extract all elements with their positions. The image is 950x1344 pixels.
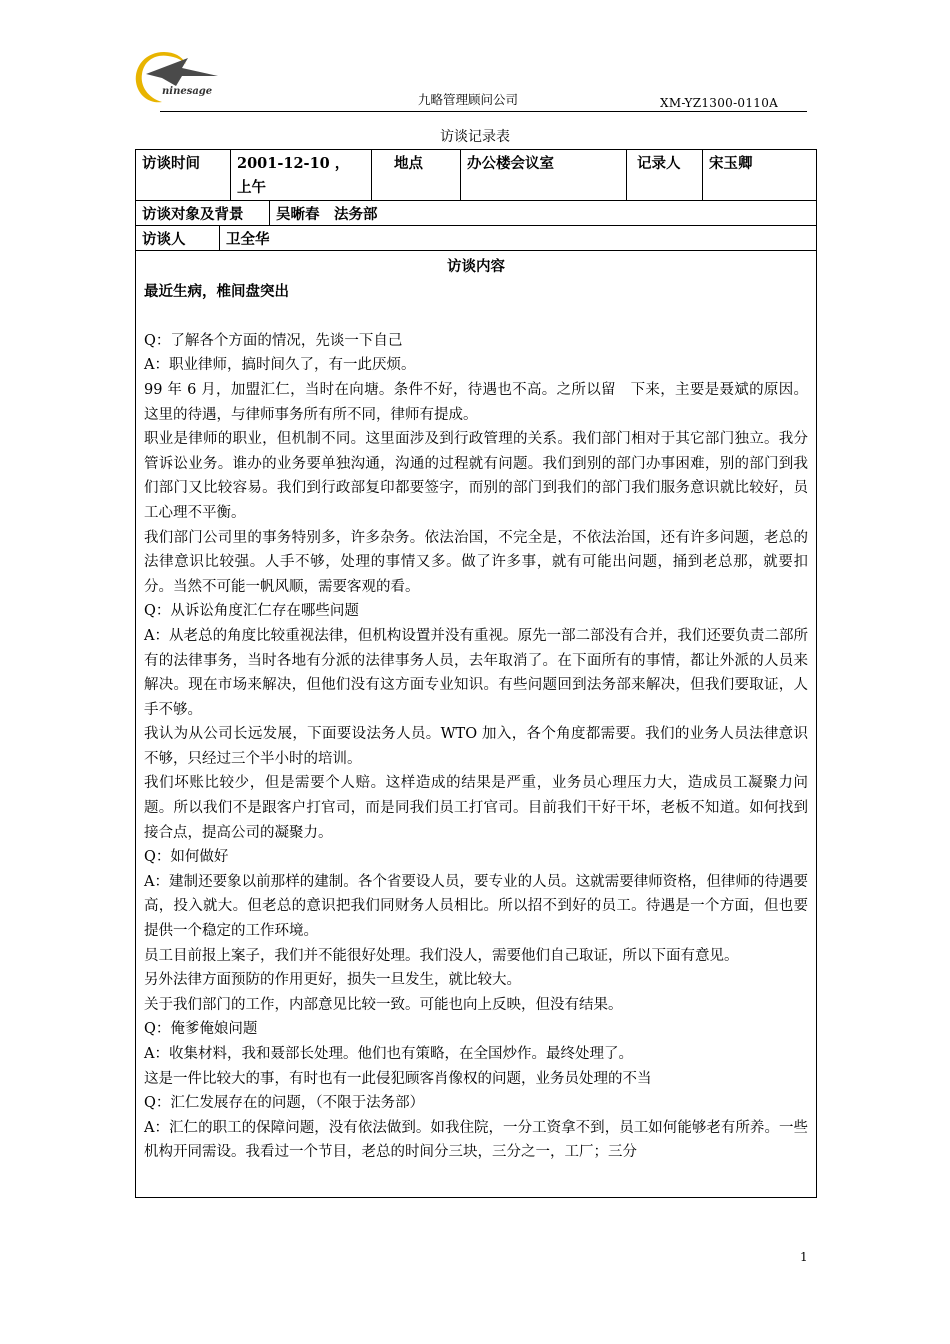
content-paragraph: 关于我们部门的工作，内部意见比较一致。可能也向上反映，但没有结果。 xyxy=(144,996,623,1013)
content-paragraph: 员工目前报上案子，我们并不能很好处理。我们没人，需要他们自己取证，所以下面有意见。 xyxy=(144,947,739,964)
document-number: XM-YZ1300-0110A xyxy=(660,96,779,110)
content-paragraph: 我认为从公司长远发展，下面要设法务人员。WTO 加入，各个角度都需要。我们的业务人员法律意识不够，只经过三个半小时的培训。 xyxy=(144,726,808,767)
logo-text: ninesage xyxy=(162,86,213,97)
content-paragraph: 另外法律方面预防的作用更好，损失一旦发生，就比较大。 xyxy=(144,972,521,989)
time-label: 访谈时间 xyxy=(136,150,231,200)
place-label: 地点 xyxy=(372,150,461,200)
content-heading: 访谈内容 xyxy=(447,258,505,275)
interviewer-value: 卫全华 xyxy=(226,231,270,248)
interviewer-label: 访谈人 xyxy=(136,226,220,250)
content-paragraph: 我们坏账比较少，但是需要个人赔。这样造成的结果是严重，业务员心理压力大，造成员工凝聚力问题。所以我们不是跟客户打官司，而是同我们员工打官司。目前我们干好干坏，老板不知道。如何找到接合点，提高公司的凝聚力。 xyxy=(144,775,808,841)
content-paragraph: Q：了解各个方面的情况，先谈一下自己 xyxy=(144,332,403,349)
content-paragraph: A：建制还要象以前那样的建制。各个省要设人员，要专业的人员。这就需要律师资格，但律师的待遇要高，投入就大。但老总的意识把我们同财务人员相比。所以招不到好的员工。待遇是一个方面，但也要提供一个稳定的工作环境。 xyxy=(144,873,808,940)
content-paragraph: Q：俺爹俺娘问题 xyxy=(144,1021,258,1038)
table-row-time xyxy=(136,150,816,201)
logo-plane-icon xyxy=(146,58,218,86)
content-paragraph: A：从老总的角度比较重视法律，但机构设置并没有重视。原先一部二部没有合并，我们还要负责二部所有的法律事务，当时各地有分派的法律事务人员，去年取消了。在下面所有的事情，都让外派的人员来解决。现在市场来解决，但他们没有这方面专业知识。有些问题回到法务部来解决，但我们要取证，人手不够。 xyxy=(144,627,808,718)
page-title: 访谈记录表 xyxy=(440,129,510,145)
interview-table xyxy=(135,149,817,1198)
header-rule xyxy=(160,111,807,112)
content-paragraph: Q：汇仁发展存在的问题，（不限于法务部） xyxy=(144,1095,425,1112)
content-paragraphs xyxy=(144,329,808,1165)
content-paragraph: Q：如何做好 xyxy=(144,849,229,866)
content-paragraph: 职业是律师的职业，但机制不同。这里面涉及到行政管理的关系。我们部门相对于其它部门独立。我分管诉讼业务。谁办的业务要单独沟通，沟通的过程就有问题。我们到别的部门办事困难，别的部门到我们部门又比较容易。我们到行政部复印都要签字，而别的部门到我们的部门我们服务意识就比较好，员工心理不平衡。 xyxy=(144,431,808,521)
content-paragraph: 这是一件比较大的事，有时也有一此侵犯顾客肖像权的问题，业务员处理的不当 xyxy=(144,1070,652,1087)
content-paragraph: A：收集材料，我和聂部长处理。他们也有策略，在全国炒作。最终处理了。 xyxy=(144,1046,633,1062)
subject-label: 访谈对象及背景 xyxy=(136,201,270,225)
blank-line xyxy=(144,304,808,329)
content-paragraph: A：汇仁的职工的保障问题，没有依法做到。如我住院，一分工资拿不到，员工如何能够老有所养。一些机构开同需设。我看过一个节目，老总的时间分三块，三分之一，工厂；三分 xyxy=(144,1119,808,1161)
recorder-label: 记录人 xyxy=(627,150,703,200)
place-value: 办公楼会议室 xyxy=(461,150,627,200)
content-paragraph: Q：从诉讼角度汇仁存在哪些问题 xyxy=(144,603,359,620)
company-logo xyxy=(132,40,242,110)
time-value: 2001-12-10 ， 上午 xyxy=(231,150,372,200)
company-name: 九略管理顾问公司 xyxy=(418,92,519,107)
table-row-subject xyxy=(136,201,816,226)
interview-content xyxy=(136,251,816,1165)
content-paragraph: 我们部门公司里的事务特别多，许多杂务。依法治国，不完全是，不依法治国，还有许多问题，老总的法律意识比较强。人手不够，处理的事情又多。做了许多事，就有可能出问题，捅到老总那，就要扣分。当然不可能一帆风顺，需要客观的看。 xyxy=(144,529,808,595)
subject-value: 吴晰春 法务部 xyxy=(276,206,378,223)
content-paragraph: 99 年 6 月，加盟汇仁，当时在向塘。条件不好，待遇也不高。之所以留 下来，主要是聂斌的原因。这里的待遇，与律师事务所有所不同，律师有提成。 xyxy=(144,381,808,423)
content-note: 最近生病，椎间盘突出 xyxy=(144,282,289,300)
table-row-interviewer xyxy=(136,226,816,251)
page-number: 1 xyxy=(800,1250,808,1264)
content-paragraph: A：职业律师，搞时间久了，有一此厌烦。 xyxy=(144,357,416,374)
recorder-value: 宋玉卿 xyxy=(709,155,753,172)
